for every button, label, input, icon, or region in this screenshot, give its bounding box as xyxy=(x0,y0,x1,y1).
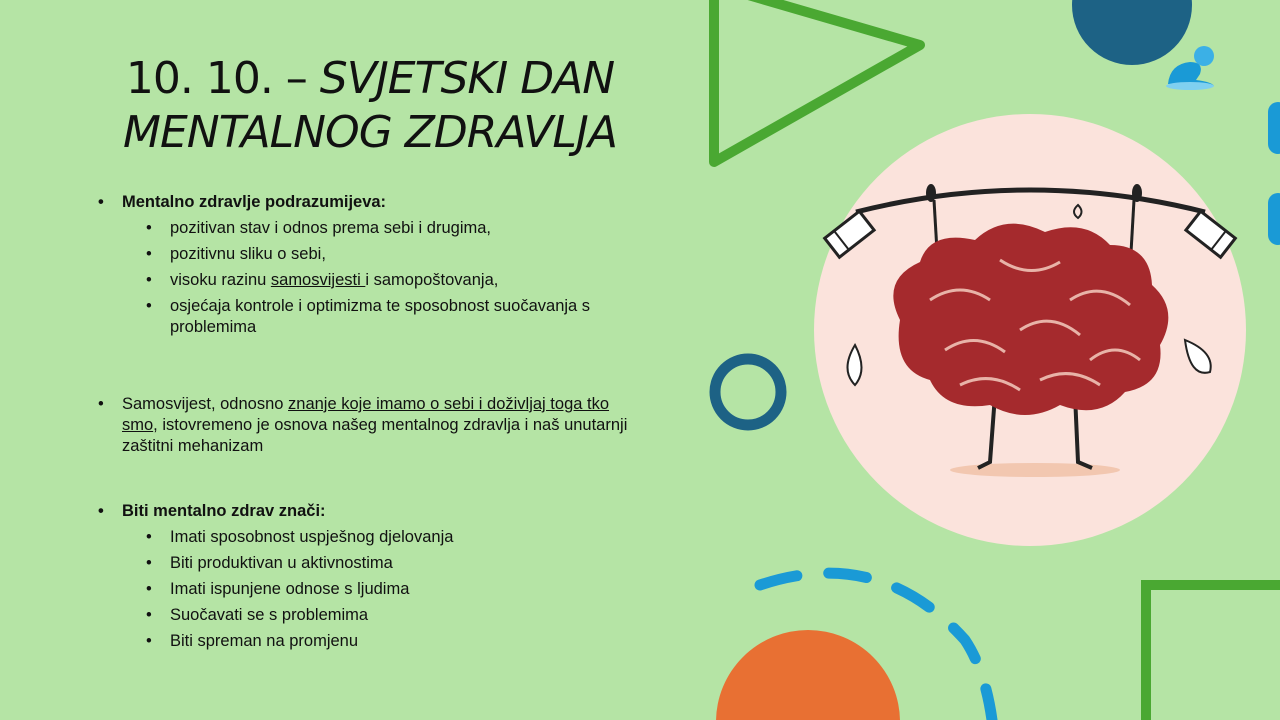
section3-item: • Biti spreman na promjenu xyxy=(96,631,636,652)
paragraph-underlined-text: znanje koje imamo o sebi i doživljaj toga tko smo xyxy=(122,395,610,434)
blue-pill-1 xyxy=(1268,102,1280,154)
title-line-2: MENTALNOG ZDRAVLJA xyxy=(123,107,617,158)
section3-item: • Imati sposobnost uspješnog djelovanja xyxy=(96,527,636,548)
navy-circle xyxy=(1072,0,1192,65)
section1-item: • osjećaja kontrole i optimizma te sposobnost suočavanja s problemima xyxy=(96,296,636,338)
slide-title xyxy=(100,52,640,160)
item-underlined-text: samosvijesti xyxy=(270,271,366,289)
item-text: visoku razinu xyxy=(170,271,271,289)
section1-item xyxy=(96,270,636,291)
green-triangle xyxy=(714,0,920,162)
section1-item: • pozitivan stav i odnos prema sebi i drugima, xyxy=(96,218,636,239)
brain-weightlifter-illustration xyxy=(814,114,1246,546)
navy-ring xyxy=(715,359,781,425)
section3-item: • Suočavati se s problemima xyxy=(96,605,636,626)
paragraph-text: , istovremeno je osnova našeg mentalnog zdravlja i naš unutarnji zaštitni mehanizam xyxy=(122,416,628,455)
paragraph-text: Samosvijest, odnosno xyxy=(122,395,289,413)
orange-circle xyxy=(716,630,900,720)
slide-content xyxy=(96,192,636,652)
section3-heading: • Biti mentalno zdrav znači: xyxy=(96,501,636,522)
item-text: i samopoštovanja, xyxy=(365,271,499,289)
title-italic-part: SVJETSKI DAN xyxy=(319,53,615,104)
person-logo-icon xyxy=(1166,46,1214,90)
section1-heading: • Mentalno zdravlje podrazumijeva: xyxy=(96,192,636,213)
green-square xyxy=(1146,585,1280,720)
blue-pill-2 xyxy=(1268,193,1280,245)
title-line-1 xyxy=(100,52,640,106)
section3-item: • Imati ispunjene odnose s ljudima xyxy=(96,579,636,600)
title-date: 10. 10. – xyxy=(125,53,320,104)
section3-item: • Biti produktivan u aktivnostima xyxy=(96,553,636,574)
section1-item: • pozitivnu sliku o sebi, xyxy=(96,244,636,265)
section2-paragraph xyxy=(96,394,636,457)
